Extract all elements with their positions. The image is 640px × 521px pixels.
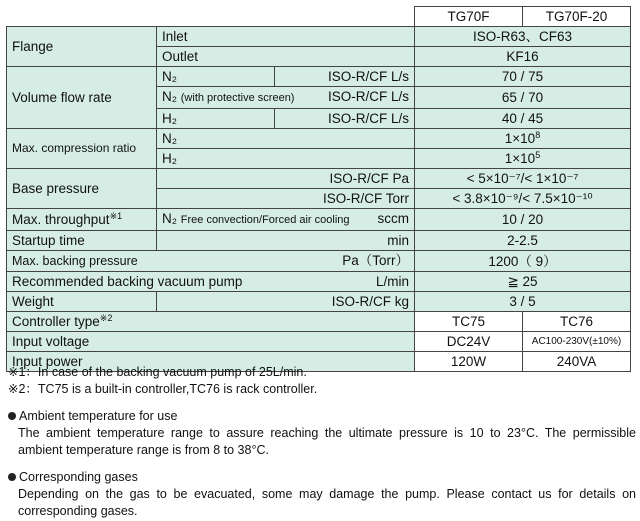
flange-outlet-value: KF16 [415,47,631,67]
weight-unit: ISO-R/CF kg [157,292,415,312]
spec-table [6,6,631,372]
input-power-v2: 240VA [523,352,631,372]
footnote-1: ※1：In case of the backing vacuum pump of 25L/min. [8,365,307,379]
gases-title: Corresponding gases [19,470,138,484]
input-power-v1: 120W [415,352,523,372]
volume-flow-value: 65 / 70 [415,87,631,109]
volume-flow-unit: ISO-R/CF L/s [327,89,409,104]
backing-pressure-unit: Pa（Torr） [342,253,409,268]
volume-flow-row-1 [7,67,631,87]
base-pressure-value: < 5×10⁻⁷/< 1×10⁻⁷ [415,169,631,189]
base-pressure-value: < 3.8×10⁻⁹/< 7.5×10⁻¹⁰ [415,189,631,209]
throughput-label-cell [7,209,157,231]
notes-section [8,364,636,520]
flange-inlet-label: Inlet [157,27,415,47]
volume-flow-gas: N₂ [157,67,275,87]
model-tg70f-20: TG70F-20 [523,7,631,27]
base-pressure-label: Base pressure [7,169,157,209]
weight-value: 3 / 5 [415,292,631,312]
header-row [7,7,631,27]
startup-unit: min [157,231,415,251]
flange-inlet-row [7,27,631,47]
bullet-icon [8,473,16,481]
volume-flow-value: 40 / 45 [415,109,631,129]
gases-section [8,469,636,520]
flange-outlet-label: Outlet [157,47,415,67]
startup-value: 2-2.5 [415,231,631,251]
compression-value [415,129,631,149]
volume-flow-screen-cell [157,87,415,109]
compression-value [415,149,631,169]
compression-label: Max. compression ratio [7,129,157,169]
backing-pump-row [7,272,631,292]
throughput-desc-cell [157,209,415,231]
throughput-unit: sccm [377,211,409,226]
throughput-label: Max. throughput [12,212,110,227]
backing-pressure-label: Max. backing pressure [12,254,138,268]
input-voltage-v2: AC100-230V(±10%) [523,332,631,352]
throughput-gas: N₂ [162,211,177,226]
volume-flow-gas: H₂ [157,109,275,129]
weight-row [7,292,631,312]
base-pressure-unit: ISO-R/CF Pa [157,169,415,189]
controller-mark: ※2 [99,313,113,323]
backing-pump-label: Recommended backing vacuum pump [12,274,243,289]
compression-exp: 8 [535,130,541,140]
backing-pump-unit: L/min [375,274,409,289]
backing-pressure-row [7,251,631,272]
volume-flow-gas: N₂ [162,89,177,104]
backing-pump-value: ≧ 25 [415,272,631,292]
ambient-body: The ambient temperature range to assure reaching the ultimate pressure is 10 to 23°C. The permissible ambient temperature range is from 8 to 38°C. [18,426,636,457]
compression-base: 1×10 [504,131,536,146]
volume-flow-unit: ISO-R/CF L/s [275,109,415,129]
bullet-icon [8,412,16,420]
volume-flow-value: 70 / 75 [415,67,631,87]
controller-label-cell [7,312,415,332]
volume-flow-unit: ISO-R/CF L/s [275,67,415,87]
gases-body: Depending on the gas to be evacuated, some may damage the pump. Please contact us for details on corresponding gases. [18,487,636,518]
backing-pressure-cell [7,251,415,272]
throughput-mark: ※1 [109,211,123,221]
ambient-section [8,408,636,459]
volume-flow-label: Volume flow rate [7,67,157,129]
controller-label: Controller type [12,314,100,329]
controller-tc75: TC75 [415,312,523,332]
throughput-row [7,209,631,231]
controller-row [7,312,631,332]
compression-row-1 [7,129,631,149]
flange-label: Flange [7,27,157,67]
input-voltage-v1: DC24V [415,332,523,352]
footnote-2: ※2：TC75 is a built-in controller,TC76 is rack controller. [8,382,318,396]
volume-flow-note: (with protective screen) [180,92,295,104]
input-voltage-label: Input voltage [7,332,415,352]
compression-base: 1×10 [504,151,536,166]
backing-pressure-value: 1200（ 9） [415,251,631,272]
controller-tc76: TC76 [523,312,631,332]
flange-inlet-value: ISO-R63、CF63 [415,27,631,47]
input-power-label: Input power [7,352,415,372]
model-tg70f: TG70F [415,7,523,27]
compression-gas: H₂ [157,149,415,169]
throughput-value: 10 / 20 [415,209,631,231]
throughput-desc: Free convection/Forced air cooling [180,214,350,226]
input-voltage-row [7,332,631,352]
weight-label: Weight [7,292,157,312]
startup-label: Startup time [7,231,157,251]
compression-gas: N₂ [157,129,415,149]
base-pressure-unit: ISO-R/CF Torr [157,189,415,209]
compression-exp: 5 [535,150,541,160]
ambient-title: Ambient temperature for use [19,409,178,423]
backing-pump-cell [7,272,415,292]
startup-row [7,231,631,251]
base-pressure-row-1 [7,169,631,189]
